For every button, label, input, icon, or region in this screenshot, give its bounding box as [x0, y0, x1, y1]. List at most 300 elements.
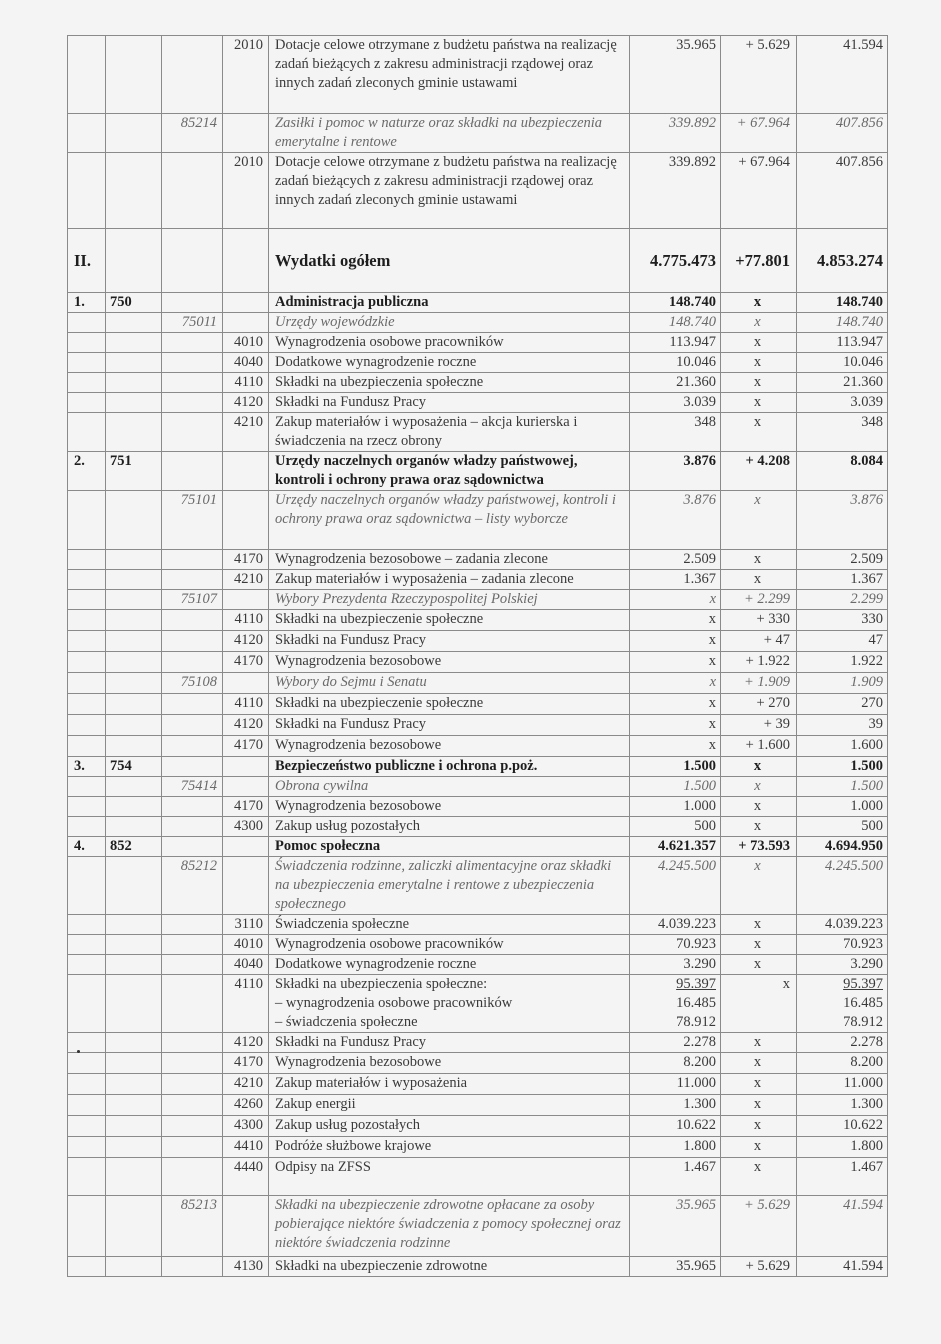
- cell-change: +77.801: [721, 229, 797, 293]
- cell-paragraf: 4440: [223, 1158, 269, 1196]
- table-row: [68, 757, 888, 777]
- table-row: [68, 1033, 888, 1053]
- table-row: [68, 797, 888, 817]
- cell-rozdzial: [162, 1053, 223, 1074]
- cell-change: + 5.629: [721, 36, 797, 114]
- cell-change: + 330: [721, 610, 797, 631]
- cell-lp: [68, 1158, 106, 1196]
- table-row: [68, 857, 888, 915]
- cell-plan-after: 113.947: [797, 333, 888, 353]
- value-sub: 16.485: [676, 995, 716, 1011]
- budget-table: [67, 35, 888, 1277]
- cell-description: Wynagrodzenia osobowe pracowników: [269, 935, 630, 955]
- cell-change: x: [721, 935, 797, 955]
- cell-plan-after: 47: [797, 631, 888, 652]
- table-row: [68, 1074, 888, 1095]
- cell-description: Podróże służbowe krajowe: [269, 1137, 630, 1158]
- cell-lp: [68, 1196, 106, 1257]
- cell-rozdzial: [162, 333, 223, 353]
- value-sub: 78.912: [676, 1014, 716, 1030]
- cell-rozdzial: 85214: [162, 114, 223, 153]
- cell-plan-after: 10.622: [797, 1116, 888, 1137]
- cell-plan-after: 1.367: [797, 570, 888, 590]
- table-row: [68, 491, 888, 550]
- cell-plan-before: 1.467: [630, 1158, 721, 1196]
- cell-change: + 2.299: [721, 590, 797, 610]
- table-row: [68, 1053, 888, 1074]
- cell-description: Dodatkowe wynagrodzenie roczne: [269, 955, 630, 975]
- cell-description: Dotacje celowe otrzymane z budżetu państwa na realizację zadań bieżących z zakresu administracji rządowej oraz innych zadań zleconych gminie ustawami: [269, 153, 630, 229]
- cell-paragraf: [223, 293, 269, 313]
- cell-plan-after: 148.740: [797, 313, 888, 333]
- cell-paragraf: [223, 229, 269, 293]
- cell-plan-before: 4.621.357: [630, 837, 721, 857]
- cell-dzial: [106, 373, 162, 393]
- cell-lp: [68, 393, 106, 413]
- cell-paragraf: 4040: [223, 353, 269, 373]
- cell-paragraf: 4210: [223, 1074, 269, 1095]
- cell-dzial: [106, 1116, 162, 1137]
- cell-plan-after: 4.039.223: [797, 915, 888, 935]
- cell-rozdzial: 75107: [162, 590, 223, 610]
- scan-artifact-dot: [77, 1050, 80, 1053]
- cell-paragraf: 4210: [223, 570, 269, 590]
- cell-dzial: [106, 955, 162, 975]
- cell-description: Wynagrodzenia bezosobowe: [269, 652, 630, 673]
- cell-plan-before: 500: [630, 817, 721, 837]
- cell-change: x: [721, 1053, 797, 1074]
- cell-change: + 67.964: [721, 153, 797, 229]
- cell-lp: [68, 715, 106, 736]
- cell-dzial: [106, 229, 162, 293]
- cell-rozdzial: [162, 797, 223, 817]
- cell-rozdzial: [162, 1137, 223, 1158]
- cell-rozdzial: [162, 153, 223, 229]
- table-row: [68, 36, 888, 114]
- table-row: [68, 652, 888, 673]
- cell-change: x: [721, 491, 797, 550]
- cell-lp: [68, 652, 106, 673]
- cell-lp: [68, 975, 106, 1033]
- cell-change: + 47: [721, 631, 797, 652]
- cell-plan-before: 35.965: [630, 36, 721, 114]
- table-row: [68, 915, 888, 935]
- cell-plan-before: x: [630, 736, 721, 757]
- cell-rozdzial: [162, 935, 223, 955]
- cell-rozdzial: 75414: [162, 777, 223, 797]
- cell-change: x: [721, 293, 797, 313]
- cell-lp: [68, 857, 106, 915]
- table-row: [68, 1158, 888, 1196]
- cell-plan-after: 8.200: [797, 1053, 888, 1074]
- cell-paragraf: 4120: [223, 1033, 269, 1053]
- cell-rozdzial: [162, 1033, 223, 1053]
- cell-plan-after: 11.000: [797, 1074, 888, 1095]
- cell-dzial: [106, 1033, 162, 1053]
- cell-plan-before: 4.245.500: [630, 857, 721, 915]
- cell-lp: [68, 353, 106, 373]
- cell-description: Składki na ubezpieczenie zdrowotne opłacane za osoby pobierające niektóre świadczenia z pomocy społecznej oraz niektóre świadczenia rodzinne: [269, 1196, 630, 1257]
- table-row: [68, 590, 888, 610]
- cell-description: Zakup usług pozostałych: [269, 1116, 630, 1137]
- cell-lp: [68, 797, 106, 817]
- cell-description: Wynagrodzenia bezosobowe: [269, 736, 630, 757]
- cell-description: [269, 975, 630, 1033]
- cell-change: x: [721, 413, 797, 452]
- cell-dzial: [106, 36, 162, 114]
- cell-lp: 4.: [68, 837, 106, 857]
- cell-lp: [68, 1074, 106, 1095]
- cell-paragraf: [223, 313, 269, 333]
- table-row: [68, 694, 888, 715]
- cell-plan-after: 1.500: [797, 757, 888, 777]
- cell-description: Zakup materiałów i wyposażenia – zadania zlecone: [269, 570, 630, 590]
- cell-dzial: [106, 491, 162, 550]
- table-row: [68, 777, 888, 797]
- cell-plan-after: 3.039: [797, 393, 888, 413]
- cell-change: x: [721, 777, 797, 797]
- table-row: [68, 631, 888, 652]
- cell-lp: 3.: [68, 757, 106, 777]
- cell-plan-after: 348: [797, 413, 888, 452]
- table-row: [68, 935, 888, 955]
- cell-description: Urzędy wojewódzkie: [269, 313, 630, 333]
- cell-change: + 4.208: [721, 452, 797, 491]
- cell-plan-after: 2.509: [797, 550, 888, 570]
- description-sub: – wynagrodzenia osobowe pracowników: [275, 995, 513, 1011]
- cell-plan-after: 500: [797, 817, 888, 837]
- cell-dzial: [106, 935, 162, 955]
- cell-plan-before: 10.046: [630, 353, 721, 373]
- cell-rozdzial: [162, 631, 223, 652]
- cell-paragraf: 4300: [223, 817, 269, 837]
- cell-description: Zakup materiałów i wyposażenia – akcja kurierska i świadczenia na rzecz obrony: [269, 413, 630, 452]
- cell-description: Urzędy naczelnych organów władzy państwowej, kontroli i ochrony prawa oraz sądownictwa: [269, 452, 630, 491]
- cell-description: Składki na ubezpieczenia społeczne: [269, 373, 630, 393]
- cell-description: Urzędy naczelnych organów władzy państwowej, kontroli i ochrony prawa oraz sądownictwa – listy wyborcze: [269, 491, 630, 550]
- cell-dzial: [106, 817, 162, 837]
- cell-dzial: [106, 975, 162, 1033]
- cell-rozdzial: [162, 393, 223, 413]
- cell-lp: [68, 333, 106, 353]
- cell-dzial: [106, 313, 162, 333]
- table-row: [68, 570, 888, 590]
- cell-change: + 39: [721, 715, 797, 736]
- table-row: [68, 1196, 888, 1257]
- cell-paragraf: 4010: [223, 935, 269, 955]
- cell-rozdzial: [162, 915, 223, 935]
- cell-change: x: [721, 1074, 797, 1095]
- cell-paragraf: [223, 857, 269, 915]
- value-main: 95.397: [676, 976, 716, 992]
- cell-plan-after: 3.876: [797, 491, 888, 550]
- cell-dzial: [106, 857, 162, 915]
- cell-change: x: [721, 570, 797, 590]
- table-row: [68, 393, 888, 413]
- cell-plan-before: 339.892: [630, 153, 721, 229]
- cell-change: x: [721, 550, 797, 570]
- cell-description: Świadczenia rodzinne, zaliczki alimentacyjne oraz składki na ubezpieczenia emerytalne i rentowe z ubezpieczenia społecznego: [269, 857, 630, 915]
- cell-dzial: [106, 1257, 162, 1277]
- cell-plan-after: 148.740: [797, 293, 888, 313]
- cell-plan-after: 39: [797, 715, 888, 736]
- cell-lp: [68, 1095, 106, 1116]
- cell-paragraf: 4110: [223, 373, 269, 393]
- cell-lp: [68, 955, 106, 975]
- cell-plan-after: 1.500: [797, 777, 888, 797]
- cell-lp: [68, 153, 106, 229]
- cell-plan-before: 35.965: [630, 1196, 721, 1257]
- cell-plan-before: 2.278: [630, 1033, 721, 1053]
- cell-dzial: [106, 1053, 162, 1074]
- cell-paragraf: 4110: [223, 694, 269, 715]
- cell-lp: [68, 1137, 106, 1158]
- cell-change: x: [721, 955, 797, 975]
- cell-paragraf: 4110: [223, 975, 269, 1033]
- cell-change: x: [721, 975, 797, 1033]
- cell-dzial: [106, 631, 162, 652]
- cell-rozdzial: [162, 550, 223, 570]
- cell-plan-after: 4.245.500: [797, 857, 888, 915]
- table-row: [68, 373, 888, 393]
- cell-paragraf: 4010: [223, 333, 269, 353]
- table-row: [68, 452, 888, 491]
- cell-plan-before: 8.200: [630, 1053, 721, 1074]
- table-row: [68, 353, 888, 373]
- cell-plan-before: 113.947: [630, 333, 721, 353]
- cell-change: x: [721, 333, 797, 353]
- cell-description: Wynagrodzenia bezosobowe: [269, 1053, 630, 1074]
- cell-description: Obrona cywilna: [269, 777, 630, 797]
- cell-change: + 1.922: [721, 652, 797, 673]
- cell-lp: [68, 777, 106, 797]
- cell-plan-before: 3.290: [630, 955, 721, 975]
- cell-rozdzial: [162, 1074, 223, 1095]
- cell-plan-after: 1.467: [797, 1158, 888, 1196]
- cell-dzial: [106, 673, 162, 694]
- value-sub: 78.912: [843, 1014, 883, 1030]
- table-row: [68, 975, 888, 1033]
- value-sub: 16.485: [843, 995, 883, 1011]
- cell-paragraf: 4170: [223, 736, 269, 757]
- cell-paragraf: 4410: [223, 1137, 269, 1158]
- cell-dzial: [106, 550, 162, 570]
- cell-paragraf: 4120: [223, 715, 269, 736]
- cell-description: Składki na ubezpieczenie społeczne: [269, 610, 630, 631]
- cell-plan-after: 1.922: [797, 652, 888, 673]
- cell-dzial: [106, 413, 162, 452]
- cell-dzial: [106, 1158, 162, 1196]
- cell-plan-before: 348: [630, 413, 721, 452]
- cell-description: Wynagrodzenia bezosobowe – zadania zlecone: [269, 550, 630, 570]
- cell-change: x: [721, 857, 797, 915]
- cell-dzial: [106, 333, 162, 353]
- value-main: 95.397: [843, 976, 883, 992]
- cell-plan-after: 70.923: [797, 935, 888, 955]
- cell-description: Administracja publiczna: [269, 293, 630, 313]
- cell-change: x: [721, 757, 797, 777]
- cell-change: + 5.629: [721, 1196, 797, 1257]
- cell-description: Świadczenia społeczne: [269, 915, 630, 935]
- cell-paragraf: 4040: [223, 955, 269, 975]
- cell-change: x: [721, 817, 797, 837]
- cell-description: Składki na Fundusz Pracy: [269, 1033, 630, 1053]
- cell-rozdzial: [162, 353, 223, 373]
- cell-paragraf: [223, 452, 269, 491]
- cell-description: Składki na Fundusz Pracy: [269, 393, 630, 413]
- cell-description: Zakup materiałów i wyposażenia: [269, 1074, 630, 1095]
- cell-plan-after: [797, 975, 888, 1033]
- cell-change: x: [721, 393, 797, 413]
- cell-plan-after: 407.856: [797, 153, 888, 229]
- cell-lp: II.: [68, 229, 106, 293]
- cell-plan-after: 3.290: [797, 955, 888, 975]
- cell-rozdzial: 85212: [162, 857, 223, 915]
- cell-change: x: [721, 1137, 797, 1158]
- cell-plan-before: x: [630, 610, 721, 631]
- cell-paragraf: [223, 757, 269, 777]
- table-row: [68, 229, 888, 293]
- cell-dzial: 754: [106, 757, 162, 777]
- cell-dzial: [106, 1074, 162, 1095]
- cell-dzial: [106, 715, 162, 736]
- cell-dzial: [106, 777, 162, 797]
- cell-plan-before: [630, 975, 721, 1033]
- cell-lp: [68, 817, 106, 837]
- cell-dzial: [106, 590, 162, 610]
- cell-rozdzial: [162, 694, 223, 715]
- cell-plan-before: 35.965: [630, 1257, 721, 1277]
- cell-lp: [68, 36, 106, 114]
- cell-rozdzial: [162, 293, 223, 313]
- cell-description: Wynagrodzenia osobowe pracowników: [269, 333, 630, 353]
- cell-plan-before: x: [630, 631, 721, 652]
- cell-change: x: [721, 373, 797, 393]
- cell-change: + 73.593: [721, 837, 797, 857]
- cell-plan-before: 3.876: [630, 491, 721, 550]
- cell-dzial: [106, 570, 162, 590]
- cell-paragraf: 4120: [223, 631, 269, 652]
- cell-plan-after: 1.300: [797, 1095, 888, 1116]
- table-row: [68, 817, 888, 837]
- cell-lp: [68, 1116, 106, 1137]
- cell-description: Wydatki ogółem: [269, 229, 630, 293]
- cell-dzial: [106, 1095, 162, 1116]
- cell-dzial: [106, 797, 162, 817]
- cell-paragraf: 4110: [223, 610, 269, 631]
- cell-rozdzial: [162, 1257, 223, 1277]
- cell-rozdzial: [162, 715, 223, 736]
- cell-lp: [68, 935, 106, 955]
- cell-lp: [68, 1033, 106, 1053]
- cell-description: Zakup usług pozostałych: [269, 817, 630, 837]
- cell-rozdzial: [162, 1095, 223, 1116]
- cell-lp: [68, 736, 106, 757]
- cell-description: Wybory Prezydenta Rzeczypospolitej Polskiej: [269, 590, 630, 610]
- table-row: [68, 955, 888, 975]
- cell-change: x: [721, 313, 797, 333]
- table-row: [68, 550, 888, 570]
- cell-dzial: 750: [106, 293, 162, 313]
- cell-dzial: [106, 353, 162, 373]
- cell-paragraf: 4260: [223, 1095, 269, 1116]
- cell-plan-before: 3.876: [630, 452, 721, 491]
- cell-plan-after: 407.856: [797, 114, 888, 153]
- cell-plan-before: 1.000: [630, 797, 721, 817]
- cell-plan-after: 270: [797, 694, 888, 715]
- cell-paragraf: [223, 1196, 269, 1257]
- cell-plan-after: 1.800: [797, 1137, 888, 1158]
- cell-plan-before: 10.622: [630, 1116, 721, 1137]
- cell-description: Zakup energii: [269, 1095, 630, 1116]
- cell-dzial: [106, 1137, 162, 1158]
- cell-plan-before: x: [630, 673, 721, 694]
- cell-description: Dodatkowe wynagrodzenie roczne: [269, 353, 630, 373]
- cell-description: Odpisy na ZFSS: [269, 1158, 630, 1196]
- cell-plan-after: 8.084: [797, 452, 888, 491]
- table-row: [68, 715, 888, 736]
- cell-plan-after: 41.594: [797, 1196, 888, 1257]
- cell-rozdzial: [162, 975, 223, 1033]
- cell-plan-after: 330: [797, 610, 888, 631]
- cell-description: Wynagrodzenia bezosobowe: [269, 797, 630, 817]
- table-row: [68, 1116, 888, 1137]
- cell-plan-after: 2.278: [797, 1033, 888, 1053]
- cell-plan-before: 1.800: [630, 1137, 721, 1158]
- cell-lp: [68, 570, 106, 590]
- cell-change: x: [721, 915, 797, 935]
- cell-plan-before: x: [630, 590, 721, 610]
- cell-plan-after: 4.694.950: [797, 837, 888, 857]
- cell-change: x: [721, 1033, 797, 1053]
- table-row: [68, 114, 888, 153]
- cell-lp: [68, 550, 106, 570]
- cell-rozdzial: [162, 652, 223, 673]
- cell-plan-after: 10.046: [797, 353, 888, 373]
- cell-change: x: [721, 1158, 797, 1196]
- cell-description: Dotacje celowe otrzymane z budżetu państwa na realizację zadań bieżących z zakresu administracji rządowej oraz innych zadań zleconych gminie ustawami: [269, 36, 630, 114]
- cell-paragraf: 4130: [223, 1257, 269, 1277]
- table-row: [68, 673, 888, 694]
- table-row: [68, 1137, 888, 1158]
- cell-plan-after: 1.600: [797, 736, 888, 757]
- cell-change: + 5.629: [721, 1257, 797, 1277]
- table-row: [68, 293, 888, 313]
- cell-rozdzial: [162, 413, 223, 452]
- cell-dzial: [106, 915, 162, 935]
- cell-plan-before: 148.740: [630, 293, 721, 313]
- description-main: Składki na ubezpieczenia społeczne:: [275, 976, 488, 992]
- cell-lp: [68, 313, 106, 333]
- cell-plan-before: 21.360: [630, 373, 721, 393]
- cell-plan-after: 1.000: [797, 797, 888, 817]
- cell-plan-after: 41.594: [797, 1257, 888, 1277]
- cell-lp: [68, 610, 106, 631]
- cell-lp: [68, 373, 106, 393]
- cell-lp: [68, 491, 106, 550]
- cell-plan-before: 1.367: [630, 570, 721, 590]
- cell-plan-before: 3.039: [630, 393, 721, 413]
- cell-plan-before: 339.892: [630, 114, 721, 153]
- cell-paragraf: 4300: [223, 1116, 269, 1137]
- cell-paragraf: [223, 491, 269, 550]
- table-row: [68, 736, 888, 757]
- cell-description: Składki na ubezpieczenie społeczne: [269, 694, 630, 715]
- cell-plan-before: x: [630, 715, 721, 736]
- cell-dzial: [106, 153, 162, 229]
- cell-description: Składki na Fundusz Pracy: [269, 631, 630, 652]
- table-row: [68, 313, 888, 333]
